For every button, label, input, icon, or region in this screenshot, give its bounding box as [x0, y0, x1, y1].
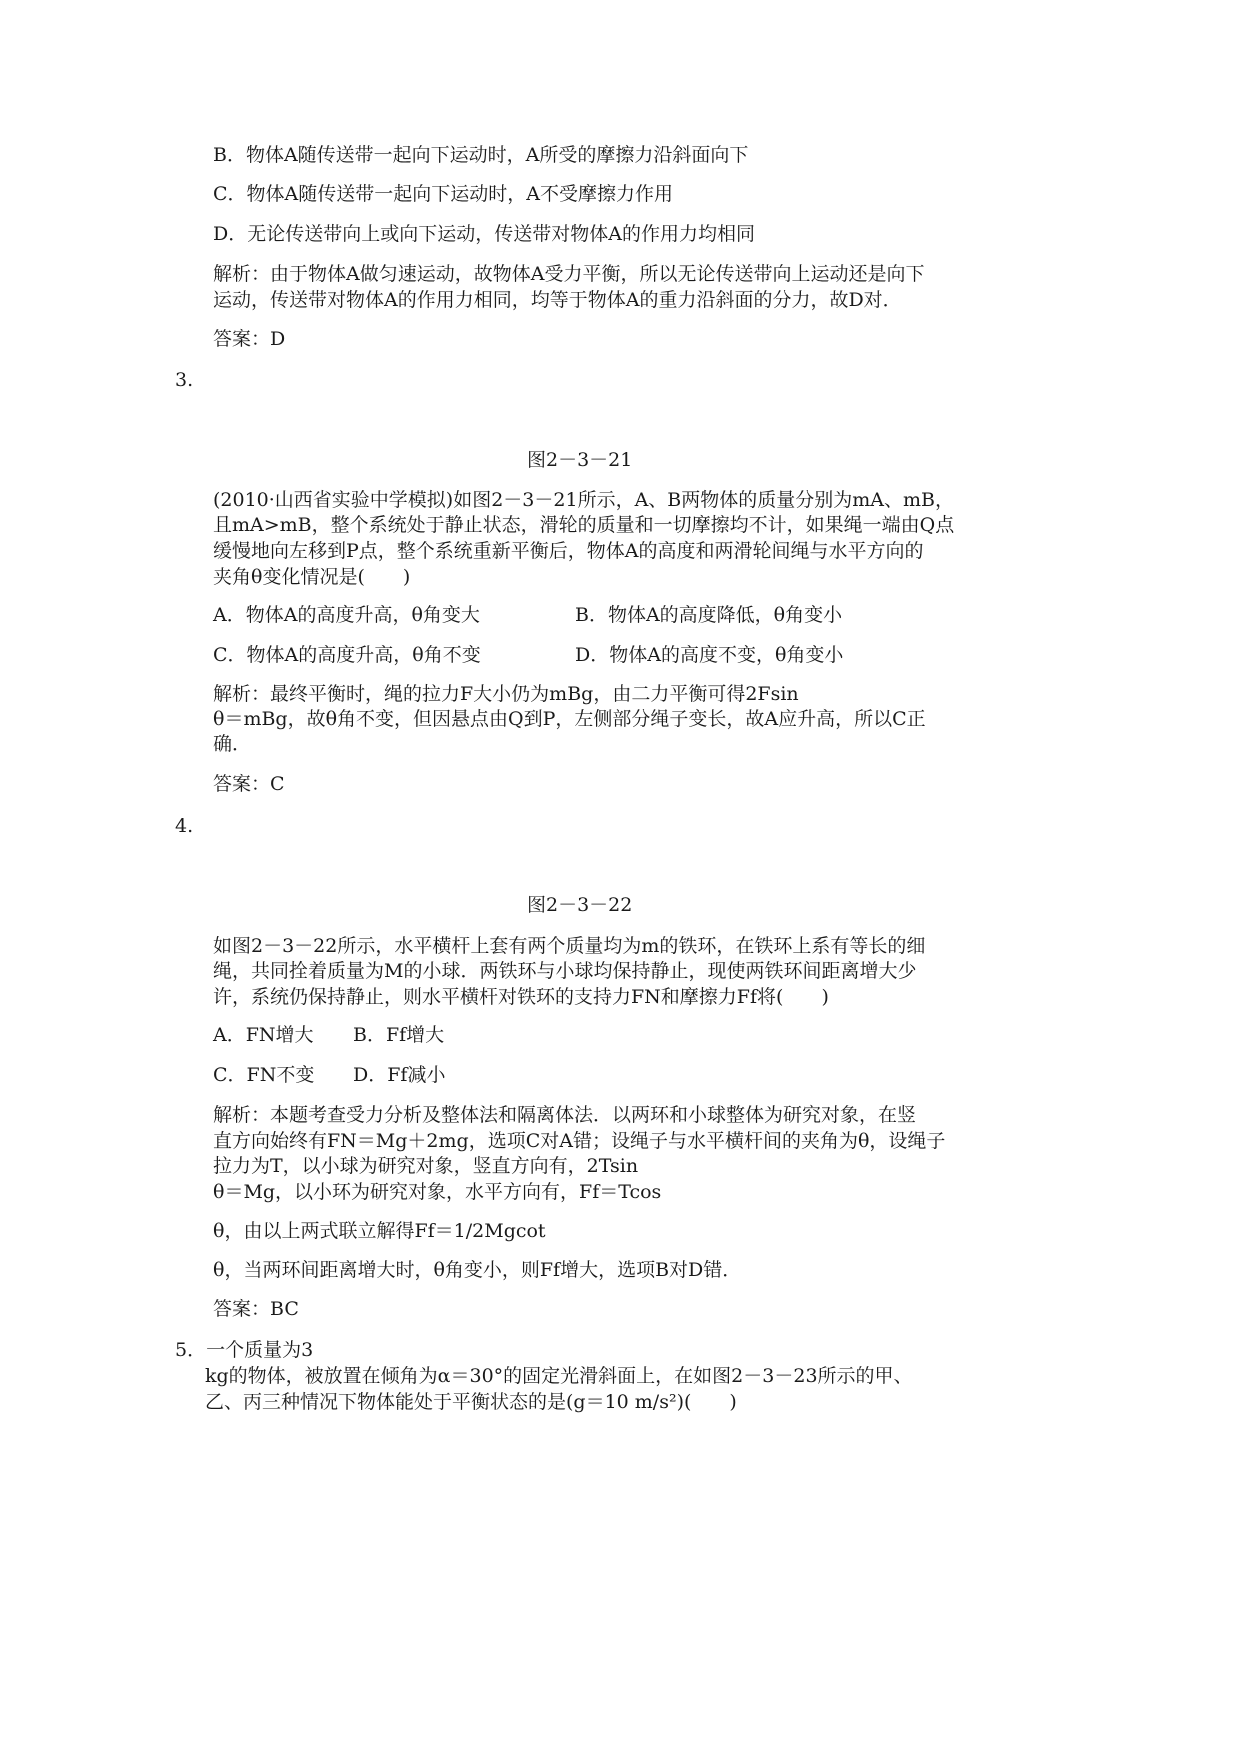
q3-analysis-line-3: 确．	[213, 733, 252, 755]
q4-stem-line-1: 如图2－3－22所示，水平横杆上套有两个质量均为m的铁环，在铁环上系有等长的细	[213, 935, 926, 957]
q4-analysis-line-2: 直方向始终有FN＝Mg＋2mg，选项C对A错；设绳子与水平横杆间的夹角为θ，设绳子	[213, 1130, 946, 1152]
q2-analysis-line-1: 解析：由于物体A做匀速运动，故物体A受力平衡，所以无论传送带向上运动还是向下	[213, 263, 925, 285]
q5-line-3: 乙、丙三种情况下物体能处于平衡状态的是(g＝10 m/s²)( )	[205, 1391, 737, 1413]
q2-analysis-line-2: 运动，传送带对物体A的作用力相同，均等于物体A的重力沿斜面的分力，故D对．	[213, 289, 902, 311]
q3-figure-caption: 图2－3－21	[527, 449, 633, 471]
q2-answer: 答案：D	[213, 328, 286, 350]
q2-option-b: B．物体A随传送带一起向下运动时，A所受的摩擦力沿斜面向下	[213, 144, 749, 166]
q4-analysis-line-1: 解析：本题考查受力分析及整体法和隔离体法．以两环和小球整体为研究对象，在竖	[213, 1104, 917, 1126]
q4-stem-line-2: 绳，共同拴着质量为M的小球．两铁环与小球均保持静止，现使两铁环间距离增大少	[213, 960, 917, 982]
q3-option-b: B．物体A的高度降低，θ角变小	[575, 604, 843, 626]
q4-option-a: A．FN增大	[213, 1024, 314, 1046]
q5-line-2: kg的物体，被放置在倾角为α＝30°的固定光滑斜面上，在如图2－3－23所示的甲、	[205, 1365, 913, 1387]
q5-line-1: 5．一个质量为3	[175, 1339, 314, 1361]
q4-option-d: D．Ff减小	[353, 1064, 446, 1086]
q3-stem-line-4: 夹角θ变化情况是( )	[213, 566, 411, 588]
q4-analysis-line-4: θ＝Mg，以小环为研究对象，水平方向有，Ff＝Tcos	[213, 1181, 662, 1203]
q4-figure-caption: 图2－3－22	[527, 894, 633, 916]
q3-analysis-line-1: 解析：最终平衡时，绳的拉力F大小仍为mBg，由二力平衡可得2Fsin	[213, 683, 799, 705]
q2-option-c: C．物体A随传送带一起向下运动时，A不受摩擦力作用	[213, 183, 673, 205]
q3-answer: 答案：C	[213, 773, 285, 795]
q3-stem-line-3: 缓慢地向左移到P点，整个系统重新平衡后，物体A的高度和两滑轮间绳与水平方向的	[213, 540, 924, 562]
q2-option-d: D．无论传送带向上或向下运动，传送带对物体A的作用力均相同	[213, 223, 755, 245]
q3-analysis-line-2: θ＝mBg，故θ角不变，但因悬点由Q到P，左侧部分绳子变长，故A应升高，所以C正	[213, 708, 926, 730]
q4-analysis-line-3: 拉力为T，以小球为研究对象，竖直方向有，2Tsin	[213, 1155, 639, 1177]
q4-option-c: C．FN不变	[213, 1064, 315, 1086]
q4-analysis-line-6: θ，当两环间距离增大时，θ角变小，则Ff增大，选项B对D错．	[213, 1259, 742, 1281]
q4-stem-line-3: 许，系统仍保持静止，则水平横杆对铁环的支持力FN和摩擦力Ff将( )	[213, 986, 829, 1008]
q4-analysis-line-5: θ，由以上两式联立解得Ff＝1/2Mgcot	[213, 1220, 546, 1242]
q3-option-d: D．物体A的高度不变，θ角变小	[575, 644, 844, 666]
q3-number: 3.	[175, 369, 194, 391]
q4-option-b: B．Ff增大	[353, 1024, 445, 1046]
q4-answer: 答案：BC	[213, 1298, 299, 1320]
q3-stem-line-1: (2010·山西省实验中学模拟)如图2－3－21所示，A、B两物体的质量分别为mA、mB，	[213, 489, 954, 511]
q4-number: 4.	[175, 815, 194, 837]
q3-option-c: C．物体A的高度升高，θ角不变	[213, 644, 481, 666]
q3-option-a: A．物体A的高度升高，θ角变大	[213, 604, 480, 626]
q3-stem-line-2: 且mA>mB，整个系统处于静止状态，滑轮的质量和一切摩擦均不计，如果绳一端由Q点	[213, 514, 955, 536]
